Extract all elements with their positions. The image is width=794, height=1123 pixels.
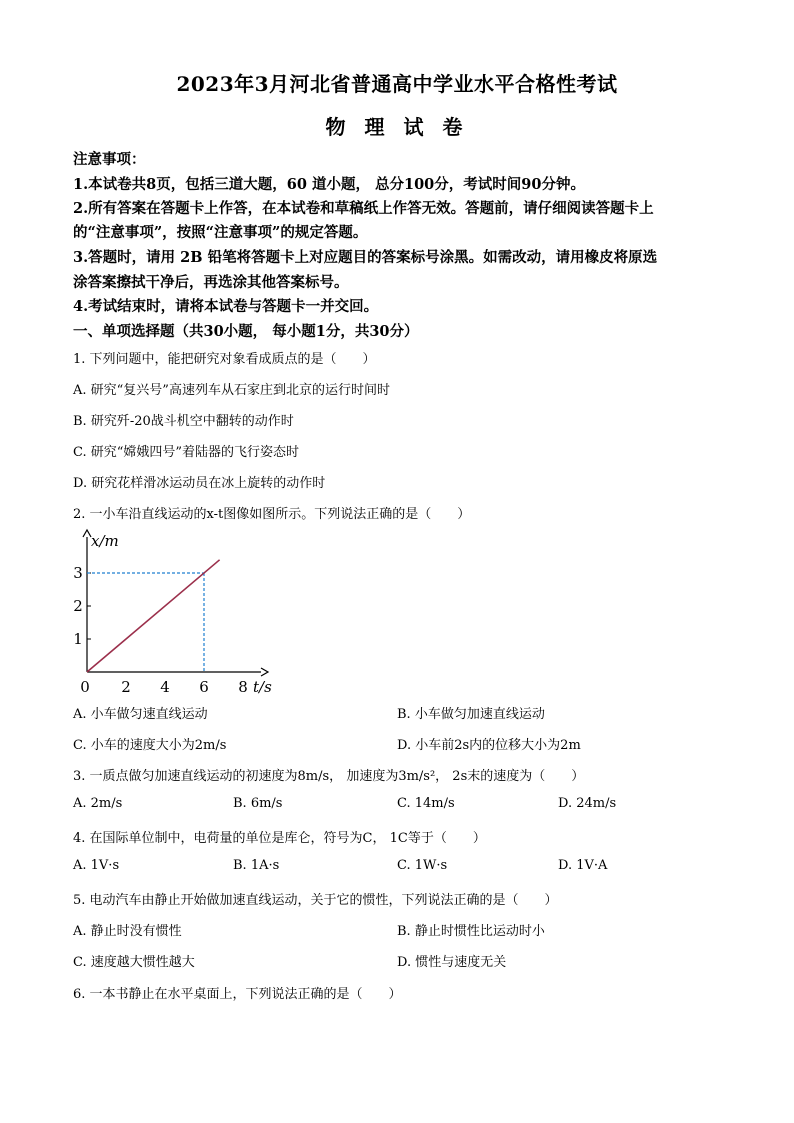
xt-graph bbox=[66, 526, 286, 698]
option-c: C. 1W·s bbox=[397, 858, 448, 873]
x-tick-label: 2 bbox=[121, 678, 131, 696]
exam-title: 2023年3月河北省普通高中学业水平合格性考试 bbox=[176, 72, 618, 96]
option-c: C. 研究“嫦娥四号”着陆器的飞行姿态时 bbox=[73, 445, 300, 460]
option-a: A. 静止时没有惯性 bbox=[73, 924, 182, 939]
option-a: A. 小车做匀速直线运动 bbox=[73, 707, 208, 722]
y-axis-arrow bbox=[83, 530, 91, 537]
x-tick-label: 0 bbox=[80, 678, 90, 696]
notice-item: 2.所有答案在答题卡上作答，在本试卷和草稿纸上作答无效。答题前，请仔细阅读答题卡上 bbox=[73, 200, 654, 217]
y-tick-label: 2 bbox=[73, 597, 83, 615]
x-tick-label: 4 bbox=[160, 678, 170, 696]
option-d: D. 1V·A bbox=[558, 858, 608, 873]
question-stem: 6. 一本书静止在水平桌面上，下列说法正确的是（ ） bbox=[73, 987, 402, 1002]
x-axis-arrow bbox=[261, 668, 268, 676]
option-b: B. 静止时惯性比运动时小 bbox=[397, 924, 545, 939]
question-stem: 1. 下列问题中，能把研究对象看成质点的是（ ） bbox=[73, 352, 376, 367]
series-line bbox=[87, 560, 220, 672]
question-stem: 2. 一小车沿直线运动的x-t图像如图所示。下列说法正确的是（ ） bbox=[73, 507, 471, 522]
notice-item: 的“注意事项”，按照“注意事项”的规定答题。 bbox=[73, 224, 368, 241]
option-c: C. 小车的速度大小为2m/s bbox=[73, 738, 227, 753]
x-axis-title: t/s bbox=[253, 678, 272, 696]
option-d: D. 研究花样滑冰运动员在冰上旋转的动作时 bbox=[73, 476, 326, 491]
option-a: A. 2m/s bbox=[73, 796, 123, 811]
option-d: D. 惯性与速度无关 bbox=[397, 955, 507, 970]
exam-subtitle: 物 理 试 卷 bbox=[325, 115, 469, 139]
option-c: C. 速度越大惯性越大 bbox=[73, 955, 195, 970]
notice-item: 4.考试结束时，请将本试卷与答题卡一并交回。 bbox=[73, 298, 379, 315]
question-stem: 4. 在国际单位制中，电荷量的单位是库仑，符号为C， 1C等于（ ） bbox=[73, 831, 486, 846]
section-heading: 一、单项选择题（共30小题， 每小题1分，共30分） bbox=[73, 323, 419, 340]
option-a: A. 1V·s bbox=[73, 858, 120, 873]
y-tick-label: 3 bbox=[73, 564, 83, 582]
notice-heading: 注意事项： bbox=[73, 151, 146, 168]
option-c: C. 14m/s bbox=[397, 796, 455, 811]
notice-item: 3.答题时，请用 2B 铅笔将答题卡上对应题目的答案标号涂黑。如需改动，请用橡皮将原选 bbox=[73, 249, 658, 266]
option-d: D. 小车前2s内的位移大小为2m bbox=[397, 738, 581, 753]
notice-item: 1.本试卷共8页，包括三道大题，60 道小题， 总分100分，考试时间90分钟。 bbox=[73, 176, 585, 193]
option-a: A. 研究“复兴号”高速列车从石家庄到北京的运行时间时 bbox=[73, 383, 390, 398]
option-b: B. 6m/s bbox=[233, 796, 283, 811]
option-b: B. 研究歼-20战斗机空中翻转的动作时 bbox=[73, 414, 294, 429]
y-axis-title: x/m bbox=[91, 532, 119, 550]
option-d: D. 24m/s bbox=[558, 796, 617, 811]
question-stem: 5. 电动汽车由静止开始做加速直线运动，关于它的惯性，下列说法正确的是（ ） bbox=[73, 893, 558, 908]
y-tick-label: 1 bbox=[73, 630, 83, 648]
option-b: B. 小车做匀加速直线运动 bbox=[397, 707, 545, 722]
x-tick-label: 6 bbox=[199, 678, 209, 696]
notice-item: 涂答案擦拭干净后，再选涂其他答案标号。 bbox=[73, 274, 349, 291]
x-tick-label: 8 bbox=[238, 678, 248, 696]
option-b: B. 1A·s bbox=[233, 858, 280, 873]
question-stem: 3. 一质点做匀加速直线运动的初速度为8m/s， 加速度为3m/s²， 2s末的速度为（ ） bbox=[73, 769, 585, 784]
